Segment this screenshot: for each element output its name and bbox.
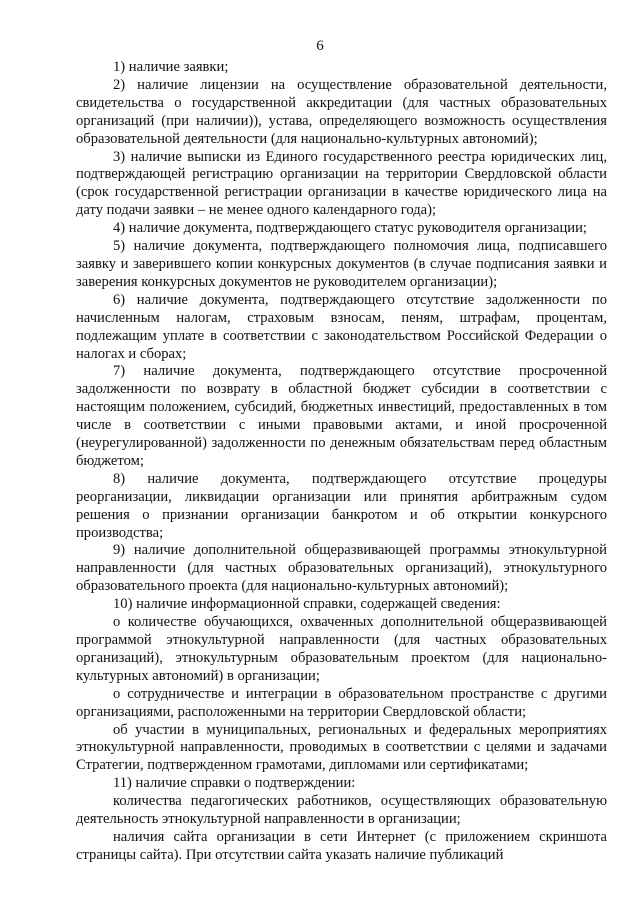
paragraph-item-8: 8) наличие документа, подтверждающего отсутствие процедуры реорганизации, ликвидации организации или принятия арбитражным судом решения о признании организации банкротом и об открытии конкурсного производства; xyxy=(76,470,607,541)
paragraph-subitem-events: об участии в муниципальных, региональных и федеральных мероприятиях этнокультурной направленности, проводимых в соответствии с целями и задачами Стратегии, подтвержденном грамотами, дипломами или сертификатами; xyxy=(76,721,607,774)
page-number: 6 xyxy=(316,38,324,54)
paragraph-item-5: 5) наличие документа, подтверждающего полномочия лица, подписавшего заявку и заверившего копии конкурсных документов (в случае подписания заявки и заверения конкурсных документов не руководителем организации); xyxy=(76,238,607,290)
paragraph-item-2: 2) наличие лицензии на осуществление образовательной деятельности, свидетельства о государственной аккредитации (для частных образовательных организаций (при наличии)), устава, определяющего возможность осуществления образовательной деятельности (для национально-культурных автономий); xyxy=(76,76,607,147)
paragraph-item-7: 7) наличие документа, подтверждающего отсутствие просроченной задолженности по возврату в областной бюджет субсидии в соответствии с настоящим положением, субсидий, бюджетных инвестиций, предоставленных в том числе в соответствии с иными правовыми актами, и иной просроченной (неурегулированной) задолженности по денежным обязательствам перед областным бюджетом; xyxy=(76,363,607,469)
paragraph-subitem-cooperation: о сотрудничестве и интеграции в образовательном пространстве с другими организациями, расположенными на территории Свердловской области; xyxy=(76,685,607,720)
paragraph-subitem-staff: количества педагогических работников, осуществляющих образовательную деятельность этнокультурной направленности в организации; xyxy=(76,793,607,828)
paragraph-item-1: 1) наличие заявки; xyxy=(113,59,229,75)
paragraph-item-6: 6) наличие документа, подтверждающего отсутствие задолженности по начисленным налогам, страховым взносам, пеням, штрафам, процентам, подлежащим уплате в соответствии с законодательством Российской Федерации о налогах и сборах; xyxy=(76,291,607,362)
document-body xyxy=(76,59,607,865)
paragraph-item-3: 3) наличие выписки из Единого государственного реестра юридических лиц, подтверждающей регистрацию организации на территории Свердловской области (срок государственной регистрации организации в качестве юридического лица на дату подачи заявки – не менее одного календарного года); xyxy=(76,148,607,219)
paragraph-subitem-students: о количестве обучающихся, охваченных дополнительной общеразвивающей программой этнокультурной направленности (для частных образовательных организаций), этнокультурным образовательным проектом (для национально-культурных автономий) в организации; xyxy=(76,614,607,684)
paragraph-item-10: 10) наличие информационной справки, содержащей сведения: xyxy=(113,596,501,613)
paragraph-item-9: 9) наличие дополнительной общеразвивающей программы этнокультурной направленности (для частных образовательных организаций), этнокультурного образовательного проекта (для национально-культурных автономий); xyxy=(76,542,607,595)
paragraph-subitem-website: наличия сайта организации в сети Интернет (с приложением скриншота страницы сайта). При отсутствии сайта указать наличие публикаций xyxy=(76,828,607,863)
paragraph-item-11: 11) наличие справки о подтверждении: xyxy=(113,775,356,792)
paragraph-item-4: 4) наличие документа, подтверждающего статус руководителя организации; xyxy=(113,220,587,237)
